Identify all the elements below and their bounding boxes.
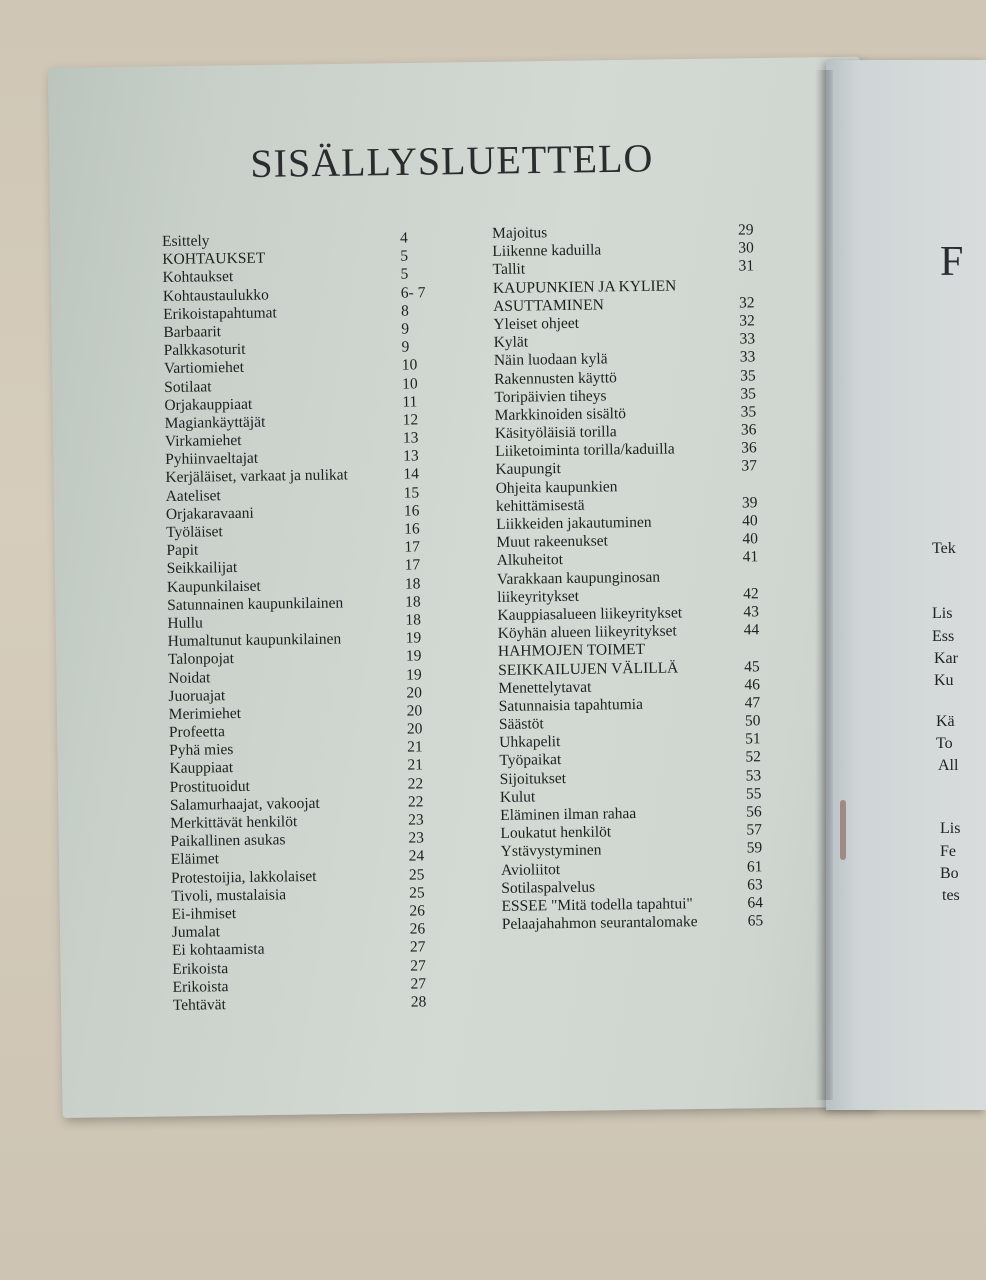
toc-entry-page: 22	[407, 793, 424, 811]
toc-entry-page: 30	[738, 239, 754, 257]
toc-entry-label: ESSEE "Mitä todella tapahtui"	[501, 895, 693, 915]
toc-entry-page: 16	[404, 520, 420, 538]
page-title: SISÄLLYSLUETTELO	[250, 135, 654, 186]
toc-entry-label: Erikoista	[172, 977, 229, 996]
toc-entry-page: 10	[401, 356, 418, 374]
toc-entry-label: Kohtaukset	[162, 268, 234, 287]
toc-entry-page: 28	[410, 993, 427, 1011]
toc-entry-label: Pelaajahahmon seurantalomake	[501, 913, 698, 934]
toc-entry-label: Avioliitot	[500, 860, 561, 879]
toc-entry-label: Noidat	[168, 668, 211, 687]
toc-entry-label: Satunnainen kaupunkilainen	[167, 594, 344, 614]
toc-entry-label: Vartiomiehet	[163, 359, 245, 378]
toc-entry-label: Kauppiasalueen liikeyritykset	[497, 604, 683, 624]
toc-entry-label: Tivoli, mustalaisia	[171, 886, 287, 905]
toc-entry-page: 20	[406, 684, 423, 702]
toc-entry-page: 19	[405, 629, 422, 647]
toc-entry-label: Ei-ihmiset	[171, 904, 237, 923]
toc-entry-page: 41	[742, 548, 759, 566]
toc-entry-label: Muut rakeenukset	[496, 532, 609, 552]
toc-entry-page: 32	[739, 312, 755, 330]
toc-entry-label: Magiankäyttäjät	[164, 413, 266, 432]
toc-entry-label: Majoitus	[492, 224, 548, 242]
toc-entry-page: 9	[401, 338, 410, 356]
toc-entry-page: 29	[737, 221, 754, 239]
toc-entry-page: 47	[744, 694, 761, 712]
toc-entry-label: KAUPUNKIEN JA KYLIEN	[492, 276, 677, 297]
toc-entry-label: Loukatut henkilöt	[500, 823, 612, 843]
toc-column-left	[162, 229, 463, 1015]
toc-entry-label: Kaupunkilaiset	[166, 577, 261, 596]
toc-entry-page: 27	[410, 975, 427, 993]
toc-entry-page: 65	[747, 912, 764, 930]
toc-entry-label: Humaltunut kaupunkilainen	[167, 630, 342, 651]
toc-entry-label: kehittämisestä	[495, 496, 585, 515]
toc-entry-page: 18	[405, 611, 422, 629]
toc-entry-page: 40	[742, 512, 758, 530]
toc-entry-page: 10	[402, 374, 418, 393]
toc-entry-page: 22	[407, 775, 424, 793]
toc-entry-label: Ohjeita kaupunkien	[495, 477, 618, 497]
toc-entry-page: 20	[406, 702, 423, 720]
page-stain	[840, 800, 846, 860]
toc-entry-label: Merimiehet	[168, 704, 242, 723]
toc-entry-label: Tallit	[492, 260, 526, 279]
toc-entry-label: Varakkaan kaupunginosan	[496, 568, 661, 588]
toc-entry-label: Aateliset	[165, 486, 221, 505]
toc-entry-label: Pyhä mies	[169, 741, 234, 760]
toc-entry-label: Alkuheitot	[496, 551, 564, 570]
toc-entry-page: 57	[746, 821, 763, 839]
toc-entry-label: Profeetta	[168, 723, 226, 742]
toc-entry-page: 26	[409, 920, 426, 938]
toc-entry-page: 21	[407, 756, 424, 775]
toc-entry-page: 39	[741, 494, 758, 512]
toc-entry-page: 26	[409, 902, 426, 920]
toc-entry-page: 63	[747, 876, 763, 894]
toc-entry-label: Papit	[166, 541, 199, 560]
right-page-text-fragment: Ess	[932, 628, 955, 645]
toc-entry-label: Salamurhaajat, vakoojat	[169, 794, 320, 814]
toc-entry-page: 13	[403, 447, 419, 465]
toc-entry-label: Orjakauppiaat	[164, 395, 253, 414]
toc-entry-label: Liiketoiminta torilla/kaduilla	[495, 440, 675, 461]
toc-entry-page: 35	[740, 385, 756, 403]
toc-entry-page: 8	[400, 302, 409, 320]
right-page	[826, 60, 986, 1110]
right-page-text-fragment: Fe	[940, 843, 956, 860]
toc-entry-page: 27	[409, 938, 426, 956]
right-page-text-fragment: Bo	[940, 865, 959, 882]
toc-entry-page: 36	[741, 439, 757, 457]
toc-entry-label: Erikoista	[172, 959, 229, 978]
toc-entry-page: 56	[746, 803, 762, 821]
toc-entry-page: 36	[740, 421, 757, 439]
toc-entry-label: Protestoijia, lakkolaiset	[170, 867, 317, 887]
right-page-text-fragment: Lis	[932, 605, 953, 622]
toc-entry-label: Hullu	[167, 614, 203, 632]
toc-entry-page: 27	[410, 956, 426, 975]
toc-entry-page: 5	[400, 247, 409, 265]
toc-entry-page: 35	[740, 403, 757, 421]
toc-entry-label: Kerjäläiset, varkaat ja nulikat	[165, 466, 349, 487]
toc-entry-label: Toripäivien tiheys	[494, 387, 607, 406]
toc-entry-page: 14	[403, 465, 420, 484]
toc-entry-label: Barbaarit	[163, 323, 222, 341]
toc-entry-label: Kaupungit	[495, 460, 561, 479]
toc-entry-page: 4	[399, 229, 408, 247]
spine-shadow	[815, 70, 833, 1100]
toc-entry-label: Uhkapelit	[499, 733, 561, 752]
toc-entry-page: 12	[402, 411, 419, 429]
toc-entry-page: 40	[742, 530, 759, 548]
toc-entry-label: Näin luodaan kylä	[493, 350, 608, 370]
toc-entry-label: Tehtävät	[172, 996, 227, 1014]
toc-entry-page: 6- 7	[400, 283, 426, 302]
toc-entry-page: 15	[403, 484, 420, 502]
right-page-heading-fragment: F	[940, 239, 964, 285]
toc-entry-label: Eläminen ilman rahaa	[500, 805, 637, 824]
toc-entry-label: liikeyritykset	[497, 587, 580, 606]
toc-entry-label: Kohtaustaulukko	[162, 286, 269, 305]
toc-entry-page: 11	[402, 393, 418, 411]
toc-entry-page: 42	[743, 585, 759, 603]
toc-entry-label: Pyhiinvaeltajat	[165, 449, 259, 469]
toc-entry-page: 9	[401, 320, 410, 338]
toc-entry-page: 64	[747, 894, 764, 912]
toc-entry-label: ASUTTAMINEN	[493, 296, 604, 315]
toc-entry-page: 55	[745, 785, 762, 803]
toc-entry-label: Virkamiehet	[164, 431, 242, 451]
toc-entry-label: SEIKKAILUJEN VÄLILLÄ	[498, 658, 679, 679]
toc-column-right	[492, 221, 782, 934]
toc-entry-label: Eläimet	[170, 850, 220, 869]
toc-entry-page: 17	[404, 538, 421, 556]
toc-entry-page: 35	[740, 366, 756, 385]
toc-entry-page: 16	[403, 502, 420, 520]
toc-entry-label: Kulut	[499, 788, 536, 806]
toc-entry-label: Ei kohtaamista	[171, 940, 265, 960]
toc-entry-page: 33	[739, 348, 756, 366]
toc-entry-page: 53	[745, 766, 762, 785]
toc-entry-label: Jumalat	[171, 923, 221, 942]
toc-entry-label: Prostituoidut	[169, 777, 250, 796]
toc-entry-label: Juoruajat	[168, 686, 226, 705]
right-page-text-fragment: Lis	[940, 820, 961, 837]
toc-entry-page: 23	[408, 811, 424, 829]
toc-entry-page: 33	[739, 330, 756, 348]
toc-entry-label: HAHMOJEN TOIMET	[497, 641, 646, 661]
toc-entry-label: Markkinoiden sisältö	[494, 405, 627, 424]
toc-entry-page: 52	[745, 748, 762, 766]
toc-entry-label: Merkittävät henkilöt	[170, 813, 298, 832]
toc-entry-page: 24	[408, 847, 425, 865]
toc-entry-label: Sijoitukset	[499, 769, 567, 788]
toc-entry-label: Sotilaspalvelus	[501, 878, 596, 897]
toc-entry-label: Ystävystyminen	[500, 841, 602, 861]
toc-entry-label: Talonpojat	[167, 650, 235, 669]
toc-entry-page: 13	[402, 429, 419, 447]
toc-entry-label: Satunnaisia tapahtumia	[498, 695, 644, 715]
toc-entry-page: 19	[406, 665, 422, 684]
toc-entry-page: 21	[407, 738, 423, 756]
toc-entry-label: Käsityöläisiä torilla	[494, 423, 617, 443]
toc-entry-label: Kylät	[493, 333, 529, 352]
toc-entry-label: Rakennusten käyttö	[494, 368, 617, 388]
toc-entry-label: Sotilaat	[164, 377, 212, 396]
toc-entry-page: 50	[744, 712, 761, 730]
toc-entry-label: Köyhän alueen liikeyritykset	[497, 622, 677, 643]
toc-entry-page: 43	[743, 603, 760, 621]
right-page-text-fragment: Kä	[936, 713, 955, 730]
toc-entry-label: Kauppiaat	[169, 759, 234, 778]
toc-entry-label: Säästöt	[498, 715, 544, 734]
toc-entry-label: Palkkasoturit	[163, 340, 246, 360]
toc-entry-page: 51	[745, 730, 761, 748]
right-page-text-fragment: Ku	[934, 672, 954, 689]
toc-entry-page: 61	[746, 857, 763, 876]
toc-entry-page: 20	[406, 720, 423, 738]
toc-entry-page: 5	[400, 265, 409, 284]
toc-entry-label: Työpaikat	[499, 751, 562, 770]
toc-entry-page: 18	[405, 593, 421, 611]
toc-entry-page: 23	[408, 829, 425, 847]
toc-entry-page: 31	[738, 257, 755, 275]
toc-entry-page: 45	[744, 657, 760, 676]
toc-entry-page: 59	[746, 839, 763, 857]
toc-entry-page: 25	[408, 865, 425, 884]
toc-entry-page: 25	[409, 884, 425, 902]
toc-entry-page: 17	[404, 556, 421, 575]
toc-entry-label: Liikenne kaduilla	[492, 241, 602, 261]
right-page-text-fragment: Tek	[932, 540, 956, 557]
toc-entry-page: 18	[404, 574, 421, 593]
toc-entry-label: Paikallinen asukas	[170, 831, 286, 851]
right-page-text-fragment: To	[936, 735, 953, 752]
toc-entry-label: Orjakaravaani	[165, 504, 254, 523]
toc-entry-page: 19	[405, 647, 422, 665]
toc-entry-label: Liikkeiden jakautuminen	[496, 513, 652, 533]
toc-entry-label: KOHTAUKSET	[162, 249, 266, 269]
toc-entry-label: Menettelytavat	[498, 678, 592, 697]
toc-entry-label: Esittely	[162, 232, 210, 250]
toc-entry-page: 46	[744, 675, 761, 694]
toc-entry-label: Erikoistapahtumat	[163, 304, 277, 323]
toc-entry-page: 44	[743, 621, 760, 639]
right-page-text-fragment: All	[938, 757, 959, 774]
toc-entry-page: 32	[738, 294, 755, 312]
toc-entry-label: Yleiset ohjeet	[493, 314, 580, 333]
right-page-text-fragment: Kar	[934, 650, 958, 667]
toc-entry-label: Seikkailijat	[166, 559, 238, 578]
toc-entry-label: Työläiset	[166, 523, 223, 541]
right-page-text-fragment: tes	[942, 887, 960, 904]
toc-entry-page: 37	[741, 457, 758, 475]
